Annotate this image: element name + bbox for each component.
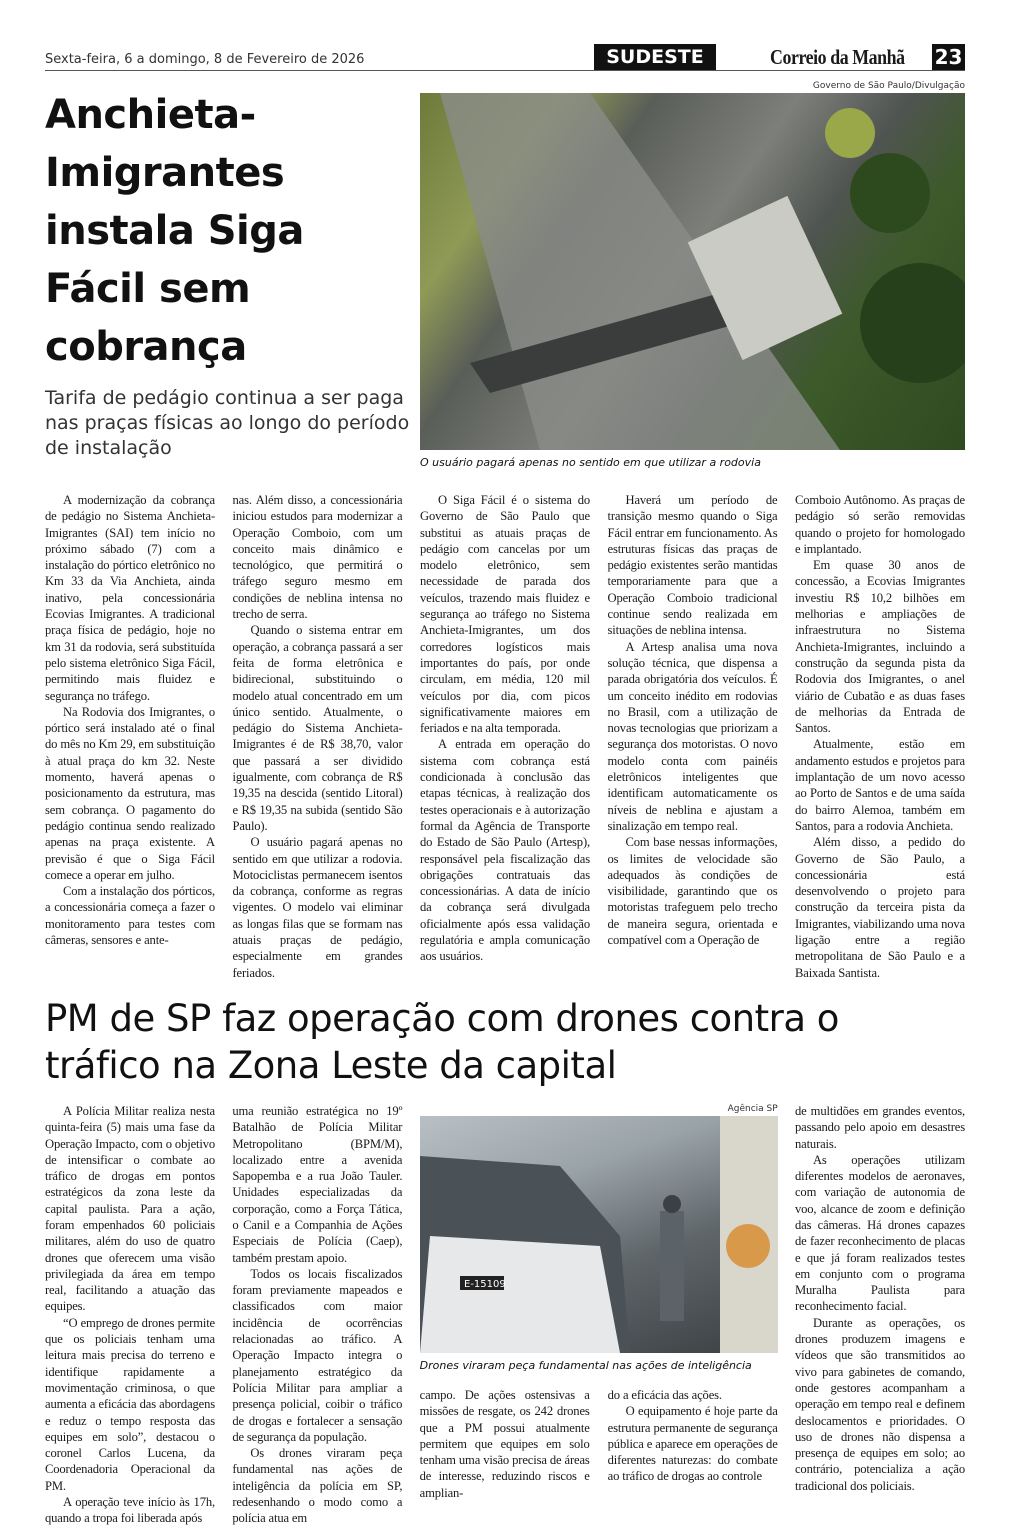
article2-column-1 [45,1103,215,1527]
paragraph: Em quase 30 anos de concessão, a Ecovias Imigrantes investiu R$ 10,2 bilhões em melhorias e ampliações de infraestrutura no Sistema Anchieta-Imigrantes, incluindo a construção da segunda pista da Rodovia dos Imigrantes, o anel viário de Cubatão e as duas fases de melhorias da Entrada de Santos. [795,558,965,736]
paragraph: O usuário pagará apenas no sentido em que utilizar a rodovia. Motociclistas permanecem isentos da cobrança, conforme as regras vigentes. O modelo vai eliminar as longas filas que se formam nas atuais praças de pedágio, especialmente em grandes feriados. [232,835,403,980]
article1-heading-block [45,80,415,470]
article1-column-2 [233,492,403,981]
article2-middle [420,1103,778,1527]
paragraph: A Polícia Militar realiza nesta quinta-feira (5) mais uma fase da Operação Impacto, com o objetivo de intensificar o combate ao tráfico de drogas em pontos estratégicos da zona leste da capital paulista. Para a ação, foram empenhados 60 policiais militares, além do uso de quatro drones que oferecem uma visão privilegiada da área em tempo real, facilitando a atuação das equipes. [45,1103,215,1314]
newspaper-logo: Correio da Manhã [770,45,905,69]
paragraph: Quando o sistema entrar em operação, a cobrança passará a ser feita de forma eletrônica e bidirecional, substituindo o modelo atual concentrado em um único sentido. Atualmente, o pedágio do Sistema Anchieta-Imigrantes é de R$ 38,70, valor que passará a ser dividido igualmente, com cobrança de R$ 19,35 na descida (sentido Litoral) e R$ 19,35 na subida (sentido São Paulo). [232,623,403,833]
article2-headline: PM de SP faz operação com drones contra o tráfico na Zona Leste da capital [45,996,839,1087]
article2-body [45,1103,965,1527]
article1-top [45,80,965,470]
paragraph: A modernização da cobrança de pedágio no Sistema Anchieta-Imigrantes (SAI) tem início no próximo sábado (7) com a instalação do pórtico eletrônico no Km 33 da Via Anchieta, ainda inativo, pela concessionária Ecovias Imigrantes. A tradicional praça física de pedágio, hoje no km 31 da rodovia, será substituída pelo sistema eletrônico Siga Fácil, permitindo mais fluidez e segurança no tráfego. [45,493,215,703]
paragraph: O equipamento é hoje parte da estrutura permanente de segurança pública e aparece em operações de diferentes naturezas: do combate ao tráfico de drogas ao controle [607,1404,778,1484]
page-number: 23 [932,44,965,70]
article2-middle-columns [420,1387,778,1501]
article1-headline: Anchieta-Imigrantes instala Siga Fácil sem cobrança [45,92,304,370]
police-car-illustration [420,1116,778,1353]
paragraph: Além disso, a pedido do Governo de São Paulo, a concessionária está desenvolvendo o projeto para construção da terceira pista da Imigrantes, viabilizando uma nova ligação entre a região metropolitana de São Paulo e a Baixada Santista. [795,835,965,980]
paragraph: Atualmente, estão em andamento estudos e projetos para implantação de um novo acesso ao Porto de Santos e de uma saída do bairro Alemoa, também em Santos, para a rodovia Anchieta. [795,737,965,833]
section-label: SUDESTE [594,44,716,70]
paragraph: Comboio Autônomo. As praças de pedágio só serão removidas quando o projeto for homologado e implantado. [795,493,965,556]
paragraph: Todos os locais fiscalizados foram previamente mapeados e classificados com maior incidência de ocorrências relacionadas ao tráfico. A Operação Impacto integra o planejamento estratégico da Polícia Militar para ampliar a presença policial, coibir o tráfico de drogas e fortalecer a sensação de segurança da população. [232,1266,403,1444]
article1-subtitle: Tarifa de pedágio continua a ser paga nas praças físicas ao longo do período de instalação [45,387,410,459]
header-divider [45,70,965,71]
article1-figure [420,80,965,470]
article2-photo-police-operation [420,1116,778,1353]
article1-column-5 [795,492,965,981]
paragraph: O Siga Fácil é o sistema do Governo de São Paulo que substitui as atuais praças de pedágio com cancelas por um modelo eletrônico, sem necessidade de parada dos veículos, trazendo mais fluidez e segurança ao tráfego no Sistema Anchieta-Imigrantes, um dos corredores logísticos mais importantes do país, por onde circulam, em média, 120 mil veículos por dia, com picos significativamente maiores em feriados e na alta temporada. [420,493,590,736]
article1-column-4 [608,492,778,981]
article1-column-1 [45,492,215,981]
paragraph: As operações utilizam diferentes modelos de aeronaves, com variação de autonomia de voo, alcance de zoom e definição das câmeras. Há drones capazes de fazer reconhecimento de placas e que já foram realizados testes em conjunto com o programa Muralha Paulista para reconhecimento facial. [794,1152,965,1314]
article2-figure [420,1103,778,1373]
paragraph: Haverá um período de transição mesmo quando o Siga Fácil entrar em funcionamento. As estruturas físicas das praças de pedágio existentes serão mantidas temporariamente para que a Operação Comboio tradicional continue sendo realizada em situações de neblina intensa. [607,493,778,638]
article2-column-4 [608,1387,778,1501]
toll-plaza-illustration [420,93,965,450]
paragraph: do a eficácia das ações. [607,1387,722,1402]
page-content [45,80,965,1527]
article2-photo-credit: Agência SP [727,1103,778,1114]
paragraph: Na Rodovia dos Imigrantes, o pórtico será instalado até o final do mês no Km 29, em substituição à atual praça do km 32. Neste momento, haverá apenas o posicionamento da estrutura, mas sem cobrança. O pagamento do pedágio continua sendo realizado apenas na praça existente. A previsão é que o Siga Fácil comece a operar em julho. [45,704,215,882]
article2-column-2 [232,1103,402,1527]
article1-body [45,492,965,981]
article1-photo-credit: Governo de São Paulo/Divulgação [812,81,965,91]
paragraph: de multidões em grandes eventos, passando pelo apoio em desastres naturais. [794,1103,965,1151]
article2-photo-caption: Drones viraram peça fundamental nas ações de inteligência [419,1358,752,1372]
paragraph: uma reunião estratégica no 19º Batalhão de Polícia Militar Metropolitano (BPM/M), localizado entre a avenida Sapopemba e a rua João Tauler. Unidades especializadas da corporação, como a Força Tática, o Canil e a Companhia de Ações Especiais de Polícia (Caep), também prestam apoio. [232,1103,403,1265]
issue-date: Sexta-feira, 6 a domingo, 8 de Fevereiro de 2026 [45,52,365,67]
vehicle-number: E-15109 [463,1278,506,1290]
paragraph: A entrada em operação do sistema com cobrança está condicionada à conclusão das etapas técnicas, à realização dos testes operacionais e à autorização formal da Agência de Transporte do Estado de São Paulo (Artesp), responsável pela fiscalização das obrigações contratuais das concessionárias. A data de início da cobrança será divulgada oficialmente após essa validação regulatória e ampla comunicação aos usuários. [420,737,590,964]
article1-photo-toll-plaza [420,93,965,450]
article2-column-5 [795,1103,965,1527]
paragraph: A Artesp analisa uma nova solução técnica, que dispensa a parada obrigatória dos veículos. É um conceito inédito em rodovias no Brasil, com a utilização de novas tecnologias que priorizam a segurança dos motoristas. O novo modelo conta com painéis eletrônicos inteligentes que identificam automaticamente os níveis de neblina e ajustam a sinalização em tempo real. [607,639,778,833]
article2-column-3 [420,1387,590,1501]
paragraph: Com a instalação dos pórticos, a concessionária começa a fazer o monitoramento para testes com câmeras, sensores e ante- [45,884,215,948]
paragraph: Durante as operações, os drones produzem imagens e vídeos que são transmitidos ao vivo para gabinetes de comando, onde gestores acompanham a operação em tempo real e definem deslocamentos e prioridades. O uso de drones não dispensa a presença de equipes em solo; ao contrário, potencializa a ação tradicional dos policiais. [794,1315,965,1493]
paragraph: A operação teve início às 17h, quando a tropa foi liberada após [45,1495,215,1526]
article1-photo-caption: O usuário pagará apenas no sentido em que utilizar a rodovia [420,456,761,469]
paragraph: nas. Além disso, a concessionária iniciou estudos para modernizar a Operação Comboio, com um conceito mais dinâmico e tecnológico, que permitirá o tráfego seguro mesmo em condições de neblina intensa no trecho de serra. [232,493,403,622]
article1-column-3 [420,492,590,981]
paragraph: “O emprego de drones permite que os policiais tenham uma leitura mais precisa do terreno e identifique rapidamente a movimentação criminosa, o que aumenta a eficácia das abordagens e reduz o tempo resposta das equipes em solo”, destacou o coronel Carlos Lucena, da Coordenadoria Operacional da PM. [45,1315,215,1493]
paragraph: campo. De ações ostensivas a missões de resgate, os 242 drones que a PM possui atualmente permitem que equipes em solo tenham uma visão precisa de áreas de interesse, reduzindo riscos e amplian- [419,1387,590,1500]
paragraph: Com base nessas informações, os limites de velocidade são adequados às condições de visibilidade, garantindo que os motoristas trafeguem pelo trecho de maneira segura, orientada e compatível com a Operação de [607,835,778,948]
paragraph: Os drones viraram peça fundamental nas ações de inteligência da polícia em SP, redesenhando o modo como a polícia atua em [232,1446,403,1526]
